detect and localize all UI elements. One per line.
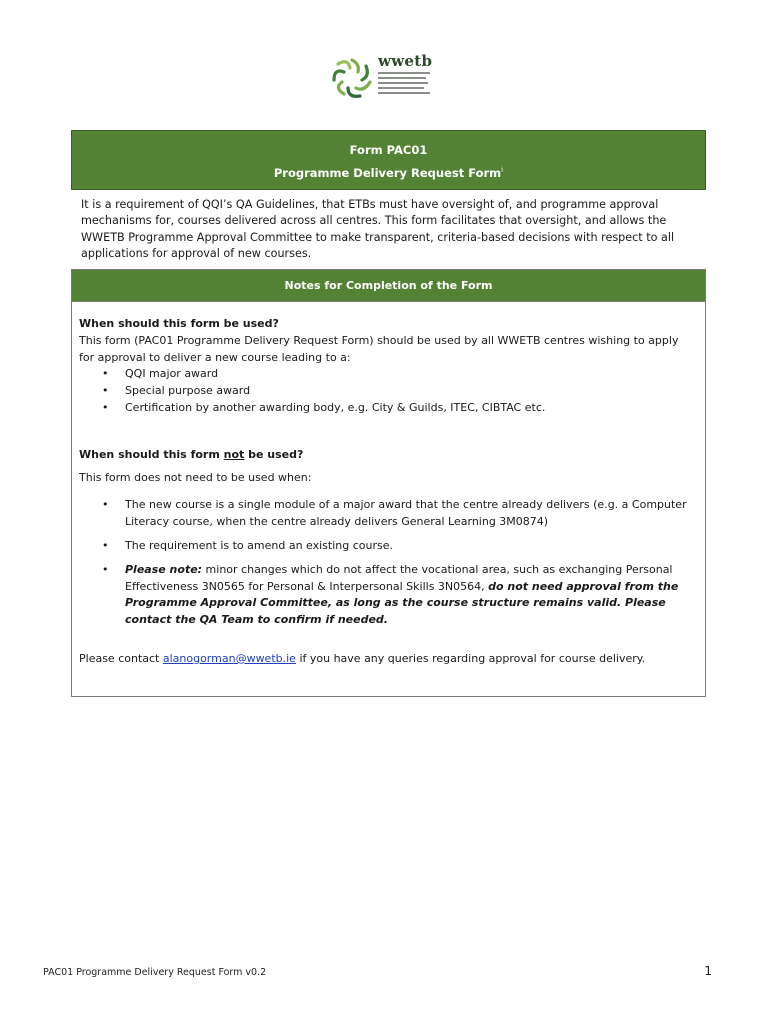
bullet-icon: • [102, 367, 109, 381]
intro-paragraph: It is a requirement of QQI’s QA Guidelines, that ETBs must have oversight of, and programme approval mechanisms for, courses delivered across all centres. This form facilitates that oversight, and allows the WWETB Programme Approval Committee to make transparent, criteria-based decisions with respect to all applications for approval of new courses. [81, 198, 675, 261]
list-item-text: QQI major award [125, 367, 219, 381]
list-item [79, 538, 695, 555]
bullet-icon: • [102, 562, 109, 576]
list-item-text: minor changes which do not affect the vocational area, such as exchanging Personal Effectiveness 3N0565 for Personal & Interpersonal Skills 3N0564, [125, 562, 673, 593]
bullet-icon: • [102, 400, 109, 414]
when-not-used-heading [79, 447, 695, 464]
form-title [72, 166, 705, 180]
list-item-text: The requirement is to amend an existing course. [125, 538, 393, 552]
contact-line [79, 651, 695, 668]
list-item [79, 562, 695, 629]
list-item [79, 366, 695, 383]
notes-body [79, 316, 695, 668]
please-note-label: Please note: [125, 562, 203, 576]
list-item-text: Certification by another awarding body, e.g. City & Guilds, ITEC, CIBTAC etc. [125, 400, 546, 414]
bullet-icon: • [102, 384, 109, 398]
when-not-used-text: This form does not need to be used when: [79, 470, 312, 484]
list-item-text: The new course is a single module of a major award that the centre already delivers (e.g. a Computer Literacy course, when the centre already delivers General Learning 3M0874) [125, 498, 687, 529]
wwetb-swirl-logo-icon [330, 56, 374, 100]
notes-header: Notes for Completion of the Form [72, 270, 705, 302]
footer-document-name: PAC01 Programme Delivery Request Form v0.2 [43, 967, 267, 978]
notes-section [71, 269, 706, 697]
contact-email-link[interactable]: alanogorman@wwetb.ie [162, 651, 296, 665]
list-item [79, 400, 695, 417]
form-title-text: Programme Delivery Request Form [273, 166, 502, 180]
when-used-text: This form (PAC01 Programme Delivery Request Form) should be used by all WWETB centres wishing to apply for approval to deliver a new course leading to a: [79, 333, 679, 364]
heading-part: When should this form [79, 447, 224, 461]
heading-part: be used? [244, 447, 304, 461]
footnote-marker[interactable]: i [501, 166, 504, 175]
list-item [79, 383, 695, 400]
bullet-icon: • [102, 498, 109, 512]
list-item-text: Special purpose award [125, 384, 251, 398]
contact-text: Please contact [79, 651, 163, 665]
wwetb-logo [330, 50, 440, 106]
page-number: 1 [704, 964, 712, 978]
when-used-list [79, 366, 695, 416]
contact-text: if you have any queries regarding approval for course delivery. [295, 651, 646, 665]
form-title-banner [71, 130, 706, 190]
bullet-icon: • [102, 538, 109, 552]
logo-wordmark: wwetb [378, 52, 433, 70]
list-item [79, 497, 695, 531]
list-item-emphasis: do not need approval from the Programme Approval Committee, as long as the course structure remains valid. Please contact the QA Team to confirm if needed. [125, 579, 679, 627]
logo-tagline [378, 72, 430, 97]
when-used-heading: When should this form be used? [79, 317, 279, 330]
when-not-used-list [79, 497, 695, 629]
form-code: Form PAC01 [349, 143, 428, 157]
heading-emphasis: not [223, 447, 245, 461]
